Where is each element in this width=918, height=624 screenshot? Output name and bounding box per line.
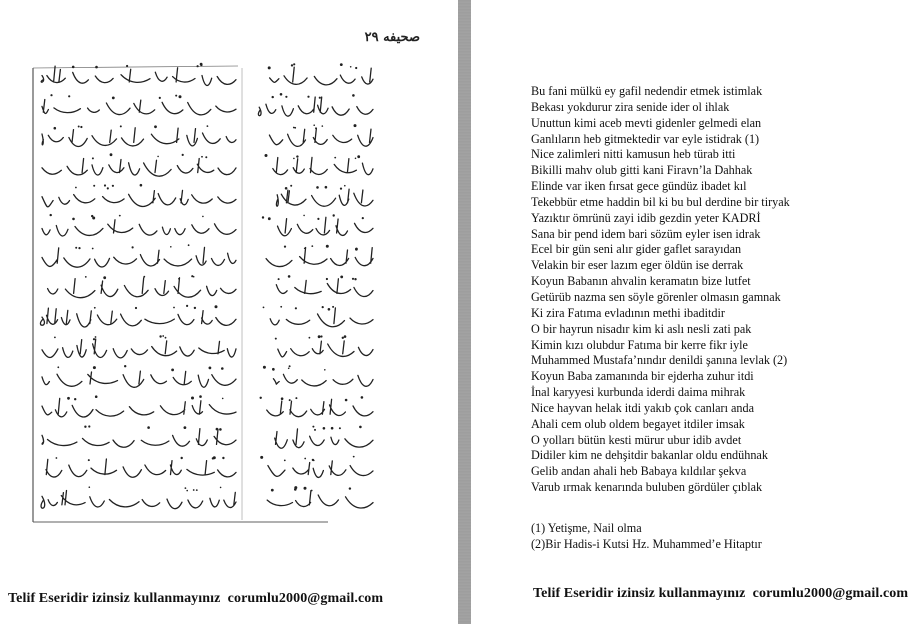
manuscript-line	[266, 245, 373, 267]
manuscript-line	[260, 456, 373, 478]
manuscript-line	[275, 426, 373, 449]
poem-line: Unuttun kimi aceb mevti gidenler gelmedi elan	[531, 115, 762, 130]
poem-line: Sana bir pend idem bari sözüm eyler isen idrak	[531, 226, 761, 241]
manuscript-line	[268, 63, 373, 85]
poem-line: Nice hayvan helak itdi yakıb çok canları anda	[531, 400, 755, 415]
poem-line: Yazıktır ömrünü zayi idib gezdin yeter KADRİ	[531, 210, 761, 225]
manuscript-scan	[28, 28, 446, 528]
poem-line: İnal karyyesi kurbunda iderdi daima mihrak	[531, 385, 746, 400]
manuscript-line	[40, 305, 236, 327]
manuscript-line	[42, 153, 236, 176]
manuscript-line	[260, 396, 374, 417]
poem-line: O yolları bütün kesti mürur ubur idib avdet	[531, 432, 742, 447]
poem-line: Ganlıların heb gitmektedir var eyle istidrak (1)	[531, 131, 760, 146]
poem-line: Muhammed Mustafa’nındır denildi şanına levlak (2)	[531, 353, 788, 368]
manuscript-line	[42, 425, 236, 447]
footnote: (2)Bir Hadis-i Kutsi Hz. Muhammed’e Hitaptır	[531, 537, 762, 551]
manuscript-line	[263, 365, 373, 386]
poem-line: Ki zira Fatıma evladının methi ibaditdir	[531, 305, 725, 320]
manuscript-line	[276, 185, 373, 206]
poem-line: Didiler kim ne dehşitdir bakanlar oldu endühnak	[531, 448, 768, 463]
poem-line: Elinde var iken fırsat gece gündüz ibadet kıl	[531, 179, 747, 194]
manuscript-line	[263, 306, 373, 327]
page-divider	[458, 0, 471, 624]
poem-line: Velakin bir eser lazım eger öldün ise derrak	[531, 258, 744, 273]
poem-line: Ecel bir gün seni alır gider gaflet sarayıdan	[531, 242, 742, 257]
manuscript-line	[46, 456, 236, 477]
poem-line: Bikilli mahv olub gitti kani Firavn’la Dahhak	[531, 163, 753, 178]
manuscript-page-header: صحيفه ٢٩	[364, 30, 420, 45]
poem-line: Tekebbür etme haddin bil ki bu bul derdine bir tiryak	[531, 194, 790, 209]
manuscript-line	[258, 93, 373, 116]
poem-line: Koyun Babanın ahvalin keramatın bize lutfet	[531, 274, 751, 289]
manuscript-line	[42, 365, 236, 387]
poem-text	[531, 84, 790, 496]
manuscript-line	[41, 486, 236, 508]
manuscript-line	[42, 244, 236, 267]
manuscript-line	[265, 154, 374, 175]
manuscript-line	[42, 94, 236, 115]
poem-line: Nice zalimleri nitti kamusun heb türab itti	[531, 147, 736, 162]
manuscript-line	[48, 275, 236, 298]
poem-line: Bekası yokdurur zira senide ider ol ihlak	[531, 99, 730, 114]
right-page	[471, 0, 918, 624]
manuscript-frame-line	[33, 66, 238, 68]
manuscript-line	[269, 124, 373, 146]
footnotes	[531, 520, 762, 552]
manuscript-line	[42, 335, 236, 358]
copyright-footer-right: Telif Eseridir izinsiz kullanmayınız corumlu2000@gmail.com	[533, 586, 909, 601]
poem-line: Kimin kızı olubdur Fatıma bir kerre fikr iyle	[531, 337, 748, 352]
poem-line: Bu fani mülkü ey gafil nedendir etmek istimlak	[531, 84, 763, 98]
poem-line: Ahali cem olub oldem begayet itdiler imsak	[531, 416, 745, 431]
poem-line: O bir hayrun nisadır kim ki aslı nesli zati pak	[531, 321, 752, 336]
poem-line: Varub ırmak kenarında buluben gördüler çıblak	[531, 480, 763, 495]
manuscript-line	[262, 214, 373, 236]
manuscript-line	[42, 125, 236, 146]
manuscript-line	[275, 335, 373, 357]
poem-line: Koyun Baba zamanında bir ejderha zuhur itdi	[531, 369, 754, 384]
manuscript-line	[42, 395, 236, 417]
poem-line: Gelib andan ahali heb Babaya kıldılar şekva	[531, 464, 747, 479]
poem-line: Getürüb nazma sen söyle görenler olmasın gamnak	[531, 289, 781, 304]
copyright-footer-left: Telif Eseridir izinsiz kullanmayınız corumlu2000@gmail.com	[8, 591, 384, 606]
manuscript-line	[42, 184, 236, 207]
manuscript-line	[267, 486, 373, 508]
manuscript-line	[42, 214, 236, 236]
left-page	[0, 0, 458, 624]
manuscript-handwriting	[28, 28, 446, 528]
footnote: (1) Yetişme, Nail olma	[531, 521, 642, 535]
manuscript-line	[276, 275, 373, 296]
